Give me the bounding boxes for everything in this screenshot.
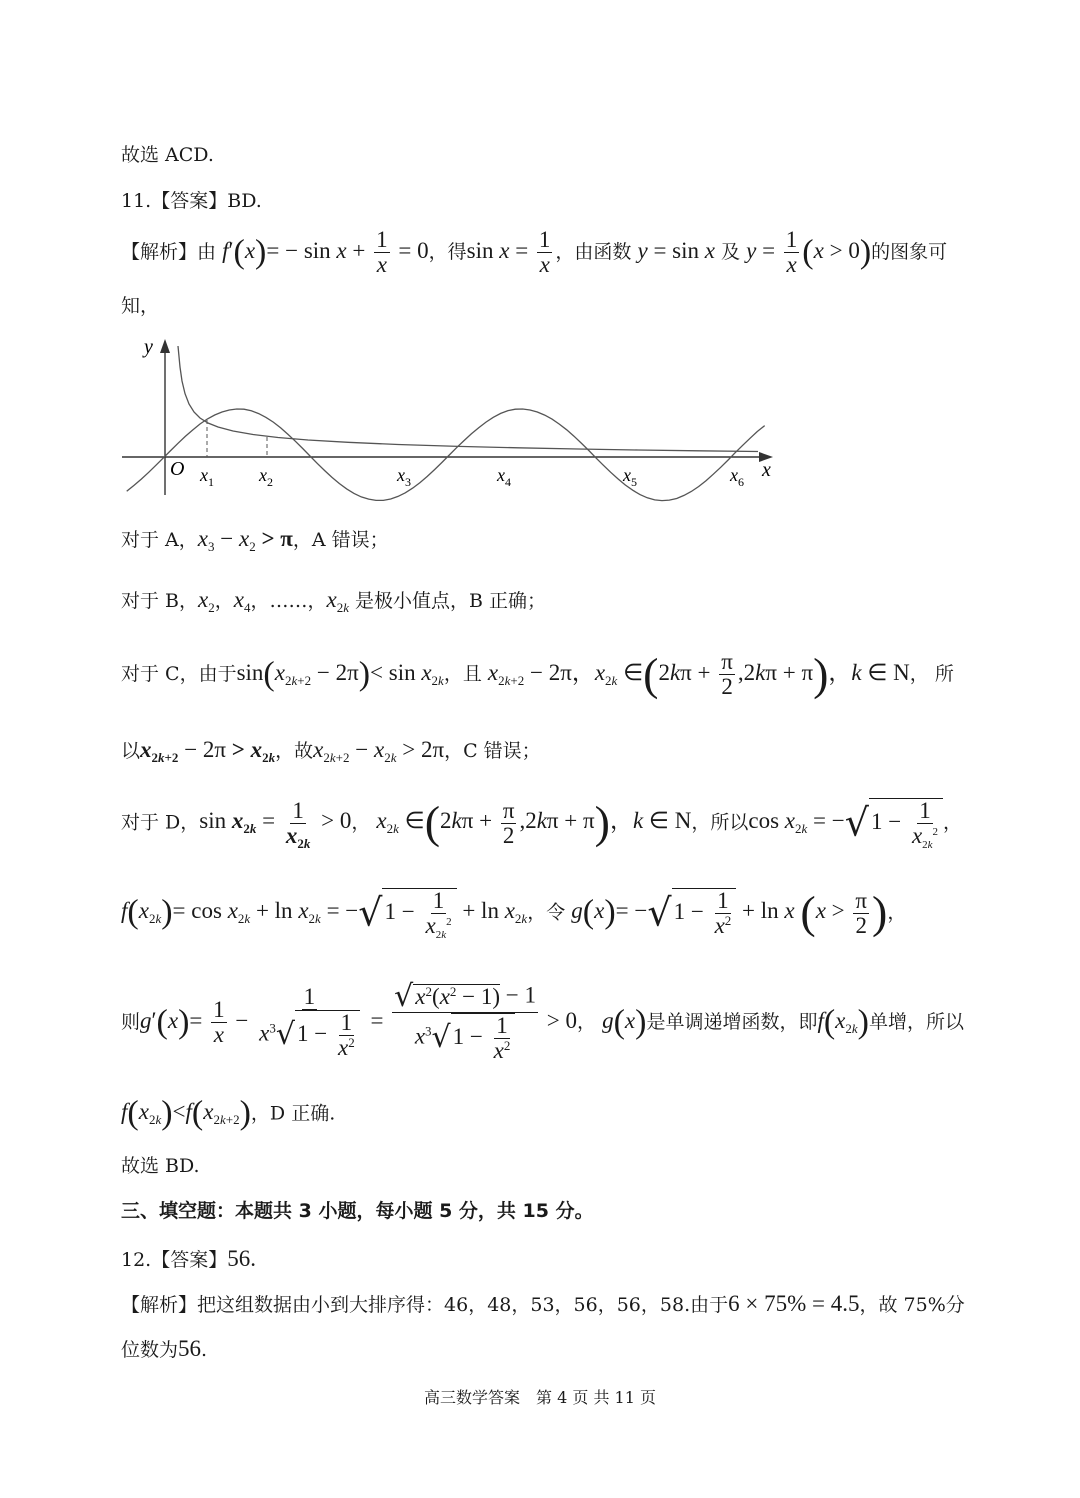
text: 则 <box>121 1010 141 1033</box>
text: 以 <box>121 740 141 762</box>
text: ，且 <box>443 662 482 685</box>
f-func: $f(x_{2k})$ <box>817 1003 869 1041</box>
equation-derivative: f′(x)= − sin x + $\frac{1}{x}$ = 0 <box>222 227 429 278</box>
option-d-conclusion <box>121 1097 335 1131</box>
function-reciprocal: y = $\frac{1}{x}$ (x > 0) <box>746 227 872 278</box>
text: ……， <box>269 590 327 612</box>
answer-tag: 【答案】 <box>151 190 228 212</box>
equation-d-final: $f(x_{2k})<f(x_{2k+2})$ <box>121 1095 251 1132</box>
answer-value: 56. <box>227 1246 256 1271</box>
text: 对于 D， <box>121 811 200 834</box>
text: 位数为 <box>121 1339 179 1361</box>
x-axis-label: x <box>762 459 771 481</box>
reciprocal-curve <box>178 346 758 452</box>
text: 单增，所以 <box>869 1010 965 1033</box>
equation-g-prime: g′(x)= $\frac{1}{x}$ − 1 $x^3√1$ − $\frac{1}{x^2}$ = $√x^2(x^2 - 1) - 1$ $x^3√1$ − $\frac{1}{x^2}$ > 0 <box>140 979 578 1064</box>
text: 对于 C，由于 <box>121 662 237 685</box>
answer-value: BD. <box>227 190 262 212</box>
label-x1: $x_1$ <box>200 465 214 489</box>
q11-analysis-line <box>121 228 947 277</box>
analysis-tag: 【解析】 <box>121 240 198 263</box>
text: ，故 75%分 <box>859 1294 965 1316</box>
answer-tag: 【答案】 <box>151 1249 228 1271</box>
equation-d1: $\sin x_{2k}$ = $\frac{1}{x_{2k}}$ > 0 <box>199 797 352 851</box>
text: 把这组数据由小到大排序得：46，48，53，56，56，58.由于 <box>197 1294 729 1316</box>
option-b-line: 对于 B，$x_2$，$x_4$，……，$x_{2k}$ 是极小值点，B 正确； <box>121 587 547 615</box>
text: 所以 <box>710 811 749 834</box>
analysis-tag: 【解析】 <box>121 1294 198 1316</box>
text: 是极小值点，B 正确； <box>355 590 547 612</box>
option-d-line: 对于 D，$\sin x_{2k}$ = $\frac{1}{x_{2k}}$ > 0， $x_{2k}$ ∈(2kπ + $\frac{\pi}{2}$ ,2kπ + π)，k ∈ N，所以$\cos x_{2k} = -√1$ − $\frac{1}{x_{2k}^2}$ ， <box>121 797 963 852</box>
point-x2k: $x_{2k}$ <box>326 587 349 615</box>
label-x2: $x_2$ <box>259 465 273 489</box>
text: 及 <box>721 240 741 263</box>
y-axis-arrow <box>160 339 170 353</box>
option-c-line2 <box>121 737 541 765</box>
text: 是单调递增函数，即 <box>646 1010 818 1033</box>
percentile-value: 56 <box>178 1336 202 1361</box>
text: 由 <box>197 240 217 263</box>
label-x6: $x_6$ <box>730 465 744 489</box>
equation-c4: $x_{2k+2} - x_{2k} > 2\pi$ <box>313 737 445 765</box>
text: 的图象可 <box>871 240 948 263</box>
question-number: 12. <box>121 1249 152 1271</box>
analysis-continuation: 知， <box>121 295 160 317</box>
label-x5: $x_5$ <box>623 465 637 489</box>
conclusion-acd: 故选 ACD. <box>121 144 214 166</box>
graph-figure <box>118 335 783 503</box>
g-derivative-line: 则g′(x)= $\frac{1}{x}$ − 1 $x^3√1$ − $\frac{1}{x^2}$ = $√x^2(x^2 - 1) - 1$ $x^3√1$ − $\frac{1}{x^2}$ > 0， g(x)是单调递增函数，即$f(x_{2k})$单增，所以 <box>121 979 965 1064</box>
page-footer: 高三数学答案 第 4 页 共 11 页 <box>424 1388 656 1407</box>
equation-a: $x_3 - x_2 > \pi$ <box>197 526 293 554</box>
point-labels <box>199 465 744 489</box>
equation-d2: $x_{2k}$ ∈(2kπ + $\frac{\pi}{2}$ ,2kπ + π)，k ∈ N <box>376 797 692 849</box>
equation-g: g(x)= −√1 − $\frac{1}{x^2}$ + ln x (x > $\frac{\pi}{2}$ ) <box>571 887 888 939</box>
y-axis-label: y <box>144 336 153 358</box>
function-sin: y = sin x <box>637 237 715 263</box>
question-number: 11. <box>121 190 152 212</box>
q12-answer-line <box>121 1247 256 1270</box>
text: ，得 <box>428 240 467 263</box>
label-x3: $x_3$ <box>397 465 411 489</box>
sine-curve <box>127 409 765 501</box>
q12-continuation: 位数为56. <box>121 1336 208 1361</box>
text: 对于 A， <box>121 529 198 551</box>
point-x4: $x_4$ <box>233 587 251 615</box>
text: ，故 <box>275 740 314 762</box>
equation-percentile: 6 × 75% = 4.5 <box>728 1291 860 1316</box>
text: ，A 错误； <box>292 529 389 551</box>
text: ，由函数 <box>555 240 632 263</box>
equation-d3: $\cos x_{2k} = -√1$ − $\frac{1}{x_{2k}^2}$ <box>748 808 943 833</box>
text: ，D 正确. <box>250 1102 336 1125</box>
equation-c3: $x_{2k+2} - 2\pi > x_{2k}$ <box>140 737 276 765</box>
origin-label: O <box>170 458 185 480</box>
option-c-line: 对于 C，由于$\sin(x_{2k+2} - 2\pi)< \sin x_{2k}$，且 $x_{2k+2} - 2\pi$，$x_{2k}$ ∈(2kπ + $\frac{\pi}{2}$ ,2kπ + π)，k ∈ N， 所 <box>121 648 954 700</box>
q11-answer-line <box>121 192 262 211</box>
option-a-line <box>121 526 389 554</box>
equation-f: $f(x_{2k})= \cos x_{2k} + \ln x_{2k} = -√1$ − $\frac{1}{x_{2k}^2}$ + $\ln x_{2k}$ <box>121 888 528 942</box>
section-heading: 三、填空题：本题共 3 小题，每小题 5 分，共 15 分。 <box>121 1200 594 1222</box>
equation-c1: $\sin(x_{2k+2} - 2\pi)< \sin x_{2k}$ <box>236 655 444 693</box>
q12-analysis-line <box>121 1292 965 1315</box>
conclusion-bd: 故选 BD. <box>121 1155 200 1177</box>
point-x2: $x_2$ <box>198 587 215 615</box>
equation-c2: $x_{2k+2} - 2\pi$，$x_{2k}$ ∈(2kπ + $\frac{\pi}{2}$ ,2kπ + π)，k ∈ N <box>487 648 910 700</box>
label-x4: $x_4$ <box>497 465 511 489</box>
g-func: g(x) <box>602 1003 647 1041</box>
text: 所 <box>934 662 954 685</box>
text: ，C 错误； <box>444 740 541 762</box>
text: 对于 B， <box>121 590 199 612</box>
f-definition-line: $f(x_{2k})= \cos x_{2k} + \ln x_{2k} = -√1$ − $\frac{1}{x_{2k}^2}$ + $\ln x_{2k}$，令 g(x)= −√1 − $\frac{1}{x^2}$ + ln x (x > $\frac{\pi}{2}$ )， <box>121 887 907 942</box>
equation-sin: sin x = $\frac{1}{x}$ <box>466 227 551 278</box>
text: 令 <box>546 901 566 924</box>
